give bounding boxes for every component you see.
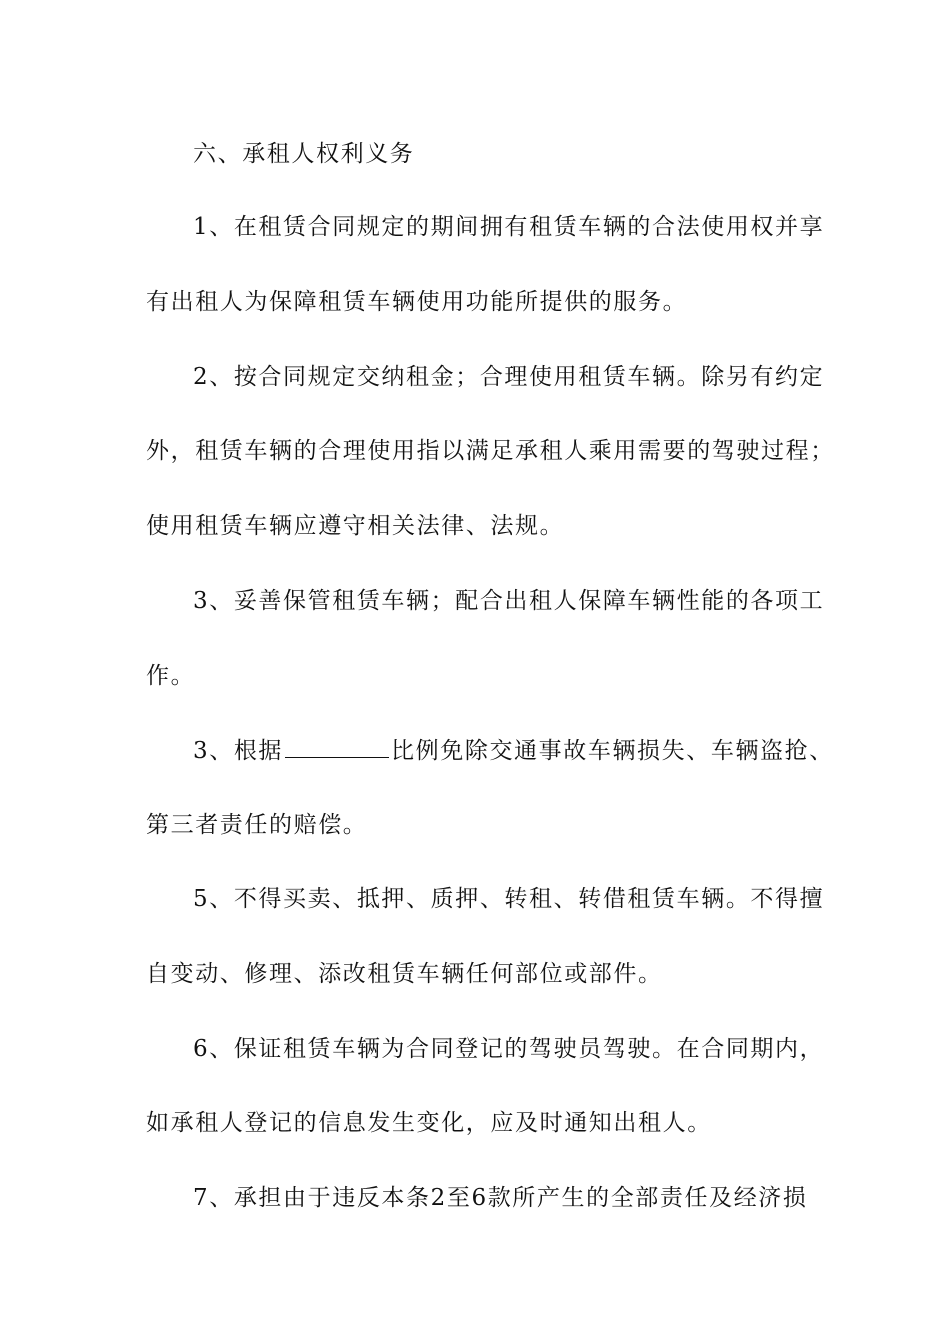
paragraph-line: 如承租人登记的信息发生变化，应及时通知出租人。 — [146, 1110, 712, 1136]
blank-suffix: 比例免除交通事故车辆损失、车辆盗抢、 — [391, 738, 834, 764]
paragraph-line: 6、保证租赁车辆为合同登记的驾驶员驾驶。在合同期内， — [193, 1036, 825, 1062]
paragraph-line: 外，租赁车辆的合理使用指以满足承租人乘用需要的驾驶过程； — [146, 438, 835, 464]
paragraph-line: 有出租人为保障租赁车辆使用功能所提供的服务。 — [146, 289, 688, 315]
paragraph-line: 7、承担由于违反本条2至6款所产生的全部责任及经济损 — [193, 1185, 808, 1211]
paragraph-line: 自变动、修理、添改租赁车辆任何部位或部件。 — [146, 961, 663, 987]
paragraph-line: 5、不得买卖、抵押、质押、转租、转借租赁车辆。不得擅 — [193, 886, 825, 912]
paragraph-line: 3、妥善保管租赁车辆；配合出租人保障车辆性能的各项工 — [193, 588, 825, 614]
paragraph-line: 2、按合同规定交纳租金；合理使用租赁车辆。除另有约定 — [193, 364, 825, 390]
fill-in-blank — [285, 735, 389, 758]
paragraph-line-with-blank — [193, 735, 873, 766]
section-heading: 六、承租人权利义务 — [193, 141, 415, 167]
paragraph-line: 使用租赁车辆应遵守相关法律、法规。 — [146, 513, 565, 539]
paragraph-line: 1、在租赁合同规定的期间拥有租赁车辆的合法使用权并享 — [193, 214, 825, 240]
paragraph-line: 作。 — [146, 663, 196, 689]
paragraph-line: 第三者责任的赔偿。 — [146, 812, 368, 838]
blank-prefix: 3、根据 — [193, 738, 284, 764]
